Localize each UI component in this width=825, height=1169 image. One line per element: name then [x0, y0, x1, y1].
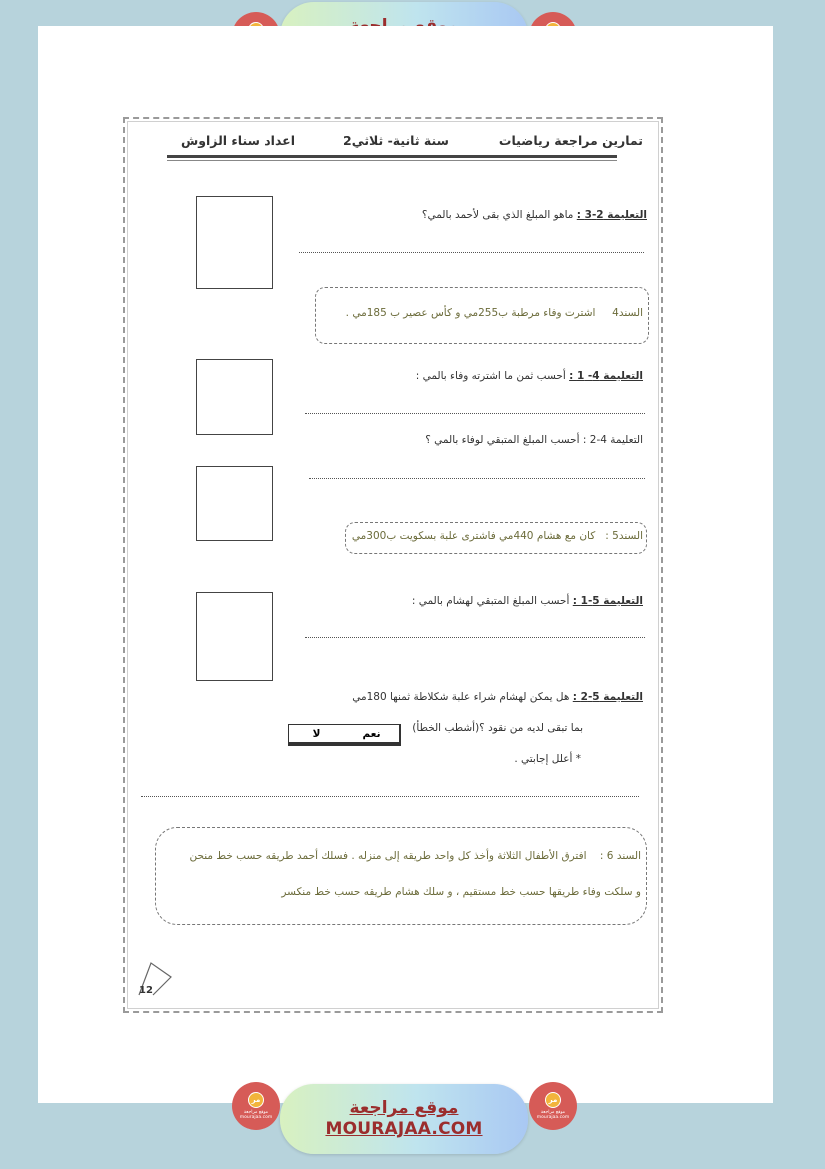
sanad5-label: السند5 :	[605, 530, 643, 542]
answer-line-q52	[141, 796, 639, 797]
answer-box-q41	[196, 359, 273, 435]
worksheet-title: تمارين مراجعة رياضيات	[498, 133, 643, 148]
sanad5-text	[352, 530, 643, 542]
sanad5-body: كان مع هشام 440مي فاشترى علبة بسكويت ب300مي	[351, 530, 596, 542]
q42-question: أحسب المبلغ المتبقي لوفاء بالمي ؟	[425, 434, 580, 446]
answer-box-q42	[196, 466, 273, 541]
brand-logo-left-bottom	[232, 1082, 280, 1130]
sanad6-line2: و سلكت وفاء طريقها حسب خط مستقيم ، و سلك هشام طريقه حسب خط منكسر	[281, 886, 641, 898]
brand-arabic: موقع مراجعة	[349, 1098, 459, 1118]
brand-latin: MOURAJAA.COM	[325, 1119, 483, 1139]
q52-question: هل يمكن لهشام شراء علبة شكلاطة ثمنها 180مي	[352, 691, 570, 703]
header-divider-thin	[167, 160, 617, 161]
answer-line-q41	[305, 413, 645, 414]
yes-no-table	[288, 724, 401, 746]
sanad4-label: السند4	[612, 307, 643, 319]
sanad6-line1	[189, 850, 641, 862]
page-number: 12	[139, 985, 153, 996]
worksheet-level: سنة ثانية- ثلاثي2	[343, 133, 449, 148]
logo-text: موقع مراجعة mourajaa.com	[536, 1110, 570, 1120]
q42-label: التعليمة 4-2 :	[582, 434, 643, 446]
q41-question: أحسب ثمن ما اشترته وفاء بالمي :	[415, 370, 566, 382]
q52-text	[352, 691, 643, 703]
answer-line-q23	[299, 252, 644, 253]
coin-icon: مر	[545, 1092, 561, 1108]
q23-question: ماهو المبلغ الذي بقى لأحمد بالمي؟	[421, 209, 574, 221]
sanad4-text	[346, 307, 643, 319]
sanad6-label: السند 6 :	[599, 850, 641, 862]
answer-line-q51	[305, 637, 645, 638]
coin-icon: مر	[248, 1092, 264, 1108]
q23-label: التعليمة 2-3 :	[576, 209, 647, 221]
worksheet-author: اعداد سناء الزاوش	[181, 133, 295, 148]
q52-line2: بما تبقى لديه من نقود ؟(أشطب الخطأ)	[412, 722, 583, 734]
answer-line-q42	[309, 478, 645, 479]
q52-line3: * أعلل إجابتي .	[514, 753, 581, 765]
answer-box-q51	[196, 592, 273, 681]
q41-label: التعليمة 4- 1 :	[569, 370, 643, 382]
sanad6-body: افترق الأطفال الثلاثة وأخذ كل واحد طريقه إلى منزله . فسلك أحمد طريقه حسب خط منحن	[189, 850, 587, 862]
q23-text	[422, 209, 647, 221]
q51-text	[412, 595, 643, 607]
sanad4-body: اشترت وفاء مرطبة ب255مي و كأس عصير ب 185مي .	[345, 307, 596, 319]
q51-question: أحسب المبلغ المتبقي لهشام بالمي :	[411, 595, 570, 607]
brand-logo-right-bottom	[529, 1082, 577, 1130]
header-divider	[167, 155, 617, 158]
q51-label: التعليمة 5-1 :	[572, 595, 643, 607]
q41-text	[416, 370, 643, 382]
answer-box-q23	[196, 196, 273, 289]
q42-text	[425, 434, 643, 446]
q52-label: التعليمة 5-2 :	[572, 691, 643, 703]
answer-no[interactable]: لا	[289, 725, 344, 745]
answer-yes[interactable]: نعم	[344, 725, 400, 745]
worksheet	[123, 117, 663, 1013]
brand-badge-bottom[interactable]	[280, 1084, 528, 1154]
sanad6-frame	[155, 827, 647, 925]
logo-text: موقع مراجعة mourajaa.com	[239, 1110, 273, 1120]
